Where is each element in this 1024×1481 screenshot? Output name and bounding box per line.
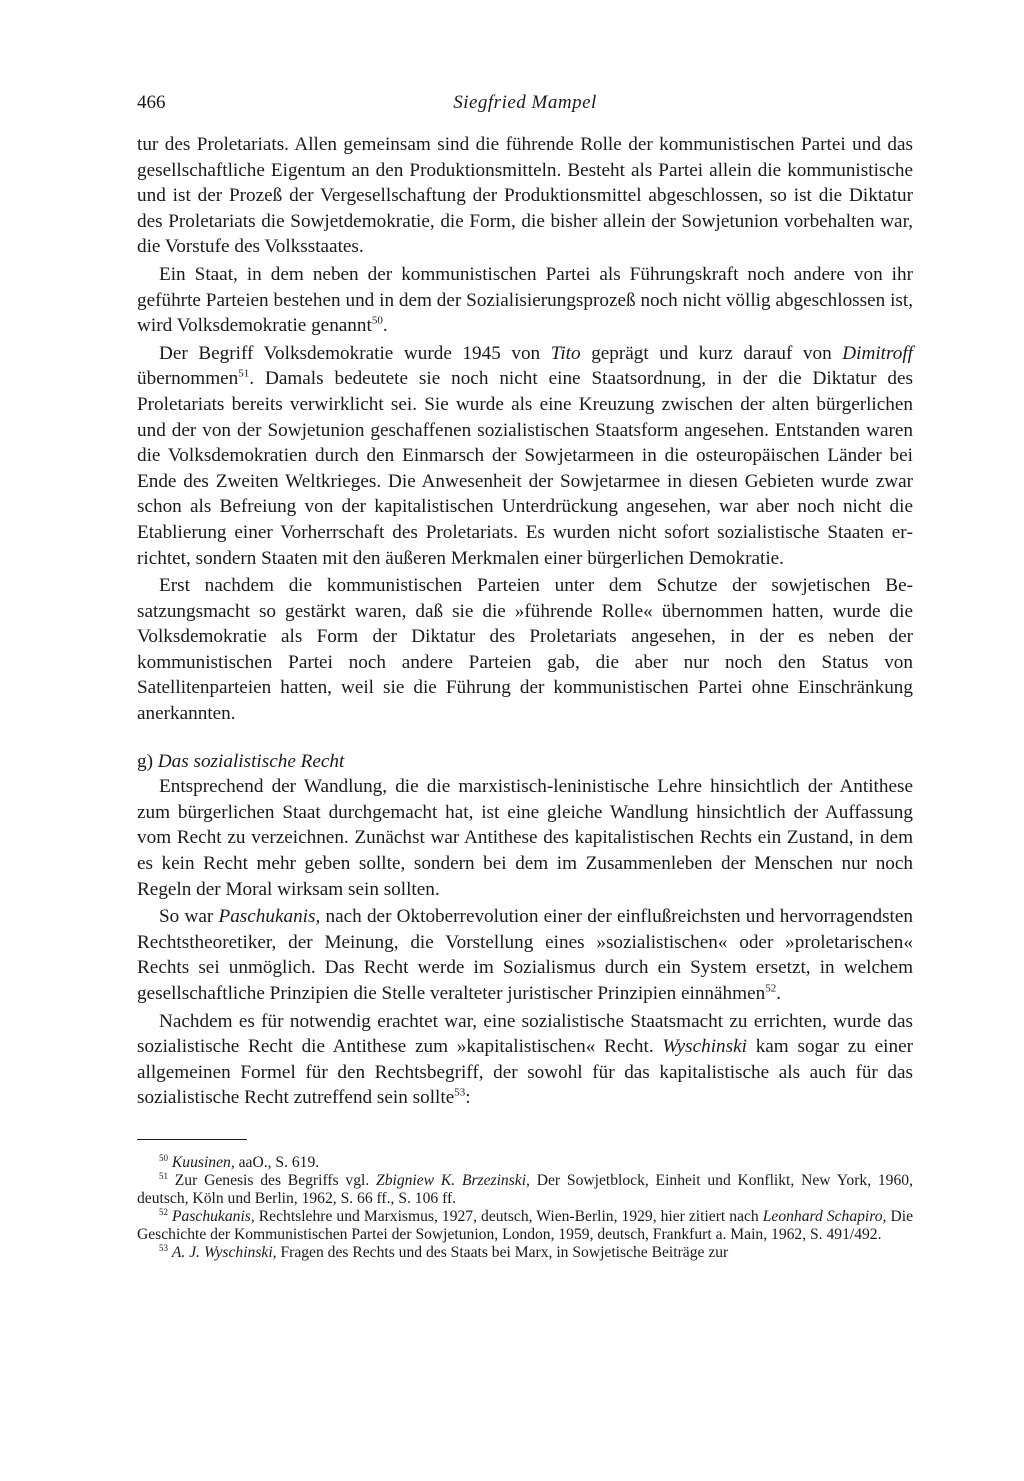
footnote-text: Zur Genesis des Begriffs vgl. bbox=[168, 1171, 377, 1189]
footnotes bbox=[137, 1154, 913, 1262]
footnote-number: 50 bbox=[159, 1152, 168, 1163]
footnote-number: 53 bbox=[159, 1242, 168, 1253]
person-name: Paschukanis, bbox=[218, 906, 321, 928]
footnote-ref: 50 bbox=[371, 314, 383, 327]
paragraph bbox=[137, 904, 913, 1006]
paragraph-text: nach der Oktoberrevolution einer der einflußreichsten und hervorragendsten Rechtstheoretiker, der Meinung, die Vorstellung eines »sozialistischen« oder »proletarischen« Rechts sei unmöglich. Das Recht werde im Sozialismus durch ein System ersetzt, in welchem gesellschaftliche Prinzipien die Stelle veralteter juristischer Prinzipien einnähmen bbox=[137, 906, 913, 1004]
footnote bbox=[137, 1172, 913, 1208]
person-name: Wyschinski bbox=[662, 1036, 747, 1058]
section-heading bbox=[137, 749, 913, 775]
footnote-ref: 51 bbox=[238, 367, 250, 380]
paragraph-text: tur des Proletariats. Allen gemeinsam sind die führende Rolle der kommunistischen Partei und das gesellschaftliche Eigentum an den Produktionsmitteln. Besteht als Partei allein die kommunistische und ist der Prozeß der Vergesellschaftung der Produktionsmittel abgeschlossen, so ist die Diktatur des Proletariats die Sowjetdemokratie, die Form, die bisher allein der Sowjetunion vorbehalten war, die Vorstufe des Volksstaates. bbox=[137, 134, 913, 258]
person-name: Paschukanis, bbox=[172, 1207, 255, 1225]
book-page bbox=[137, 92, 913, 1262]
paragraph-text: übernommen bbox=[137, 368, 239, 390]
paragraph-text: Ein Staat, in dem neben der kommunistischen Partei als Führungskraft noch andere von ihr geführte Parteien bestehen und in dem der Sozialisierungsprozeß noch nicht völlig abgeschlossen ist, wird Volksdemokratie genannt bbox=[137, 263, 913, 337]
person-name: Dimitroff bbox=[842, 342, 913, 364]
punctuation: . bbox=[382, 315, 388, 337]
paragraph-text: kam sogar zu einer allgemeinen Formel für den Rechtsbegriff, der sowohl für das kapitalistische als auch für das sozialistische Recht zutreffend sein sollte bbox=[137, 1036, 913, 1109]
person-name: Zbigniew K. Brzezinski, bbox=[376, 1171, 530, 1189]
paragraph-text: So war bbox=[159, 906, 219, 928]
paragraph-text: Der Begriff Volksdemokratie wurde 1945 von bbox=[159, 342, 551, 364]
paragraph-text: Erst nachdem die kommunistischen Parteien unter dem Schutze der sowjetischen Besatzungsmacht so gestärkt waren, daß sie die »führende Rolle« übernommen hatten, wurde die Volksdemokratie als Form der Diktatur des Proletariats angesehen, in der es neben der kommunistischen Partei noch andere Parteien gab, die aber nur noch den Status von Satellitenparteien hatten, weil sie die Führung der kommunistischen Partei ohne Einschränkung anerkannten. bbox=[137, 575, 913, 725]
footnote bbox=[137, 1208, 913, 1244]
footnote-text: aaO., S. 619. bbox=[234, 1153, 320, 1171]
body-text bbox=[137, 132, 913, 1111]
person-name: Leonhard Schapiro, bbox=[762, 1207, 887, 1225]
footnote bbox=[137, 1244, 913, 1262]
paragraph-text: geprägt und kurz darauf von bbox=[580, 342, 843, 364]
section-letter: g) bbox=[137, 750, 153, 772]
footnote-number: 51 bbox=[159, 1170, 168, 1181]
paragraph bbox=[137, 573, 913, 727]
footnote bbox=[137, 1154, 913, 1172]
paragraph-text: . Damals bedeutete sie noch nicht eine Staatsordnung, in der die Diktatur des Proletariats bereits verwirklicht sei. Sie wurde als eine Kreuzung zwischen der alten bürgerlichen und der von der Sowjetunion geschaffenen sozialistischen Staatsform angesehen. Entstanden waren die Volksdemokratien durch den Einmarsch der Sowjetarmeen in die osteuropäischen Länder bei Ende des Zweiten Weltkrieges. Die Anwesenheit der Sowjetarmee in diesen Gebieten wurde zwar schon als Befreiung von der kapitalistischen Unterdrückung angesehen, war aber noch nicht die Etablierung einer Vorherrschaft des Proletariats. Es wurden nicht sofort sozialistische Staaten errichtet, sondern Staaten mit den äußeren Merkmalen einer bürgerlichen Demokratie. bbox=[137, 368, 913, 569]
footnote-number: 52 bbox=[159, 1206, 168, 1217]
person-name: Kuusinen, bbox=[171, 1153, 235, 1171]
footnote-divider bbox=[137, 1139, 247, 1140]
section-title: Das sozialistische Recht bbox=[157, 750, 345, 772]
person-name: A. J. Wyschinski, bbox=[171, 1243, 277, 1261]
page-number: 466 bbox=[137, 92, 166, 113]
punctuation: : bbox=[465, 1087, 471, 1109]
person-name: Tito bbox=[550, 342, 581, 364]
paragraph bbox=[137, 341, 913, 571]
footnote-text: Fragen des Rechts und des Staats bei Marx, in Sowjetische Beiträge zur bbox=[276, 1243, 729, 1261]
footnote-ref: 52 bbox=[765, 982, 777, 995]
paragraph-text: Nachdem es für notwendig erachtet war, eine sozialistische Staatsmacht zu errichten, wurde das sozialistische Recht die Antithese zum »kapitalistischen« Recht. bbox=[137, 1010, 913, 1058]
paragraph bbox=[137, 132, 913, 260]
paragraph bbox=[137, 774, 913, 902]
paragraph bbox=[137, 1009, 913, 1111]
footnote-text: Der Sowjetblock, Einheit und Konflikt, New York, 1960, deutsch, Köln und Berlin, 1962, S. 66 ff., S. 106 ff. bbox=[137, 1171, 913, 1207]
page-header bbox=[137, 92, 913, 132]
footnote-text: Rechtslehre und Marxismus, 1927, deutsch, Wien-Berlin, 1929, hier zitiert nach bbox=[254, 1207, 763, 1225]
footnote-text: Die Geschichte der Kommunistischen Partei der Sowjetunion, London, 1959, deutsch, Frankfurt a. Main, 1962, S. 491/492. bbox=[137, 1207, 913, 1243]
paragraph-text: Entsprechend der Wandlung, die die marxistisch-leninistische Lehre hinsichtlich der Antithese zum bürgerlichen Staat durchgemacht hat, ist eine gleiche Wandlung hinsichtlich der Auffassung vom Recht zu verzeichnen. Zunächst war Antithese des kapitalistischen Rechts ein Zustand, in dem es kein Recht mehr geben sollte, sondern bei dem im Zusammenleben der Menschen nur noch Regeln der Moral wirksam sein sollten. bbox=[137, 776, 913, 900]
punctuation: . bbox=[776, 983, 781, 1004]
running-head: Siegfried Mampel bbox=[453, 92, 597, 113]
paragraph bbox=[137, 262, 913, 339]
footnote-ref: 53 bbox=[454, 1086, 466, 1099]
